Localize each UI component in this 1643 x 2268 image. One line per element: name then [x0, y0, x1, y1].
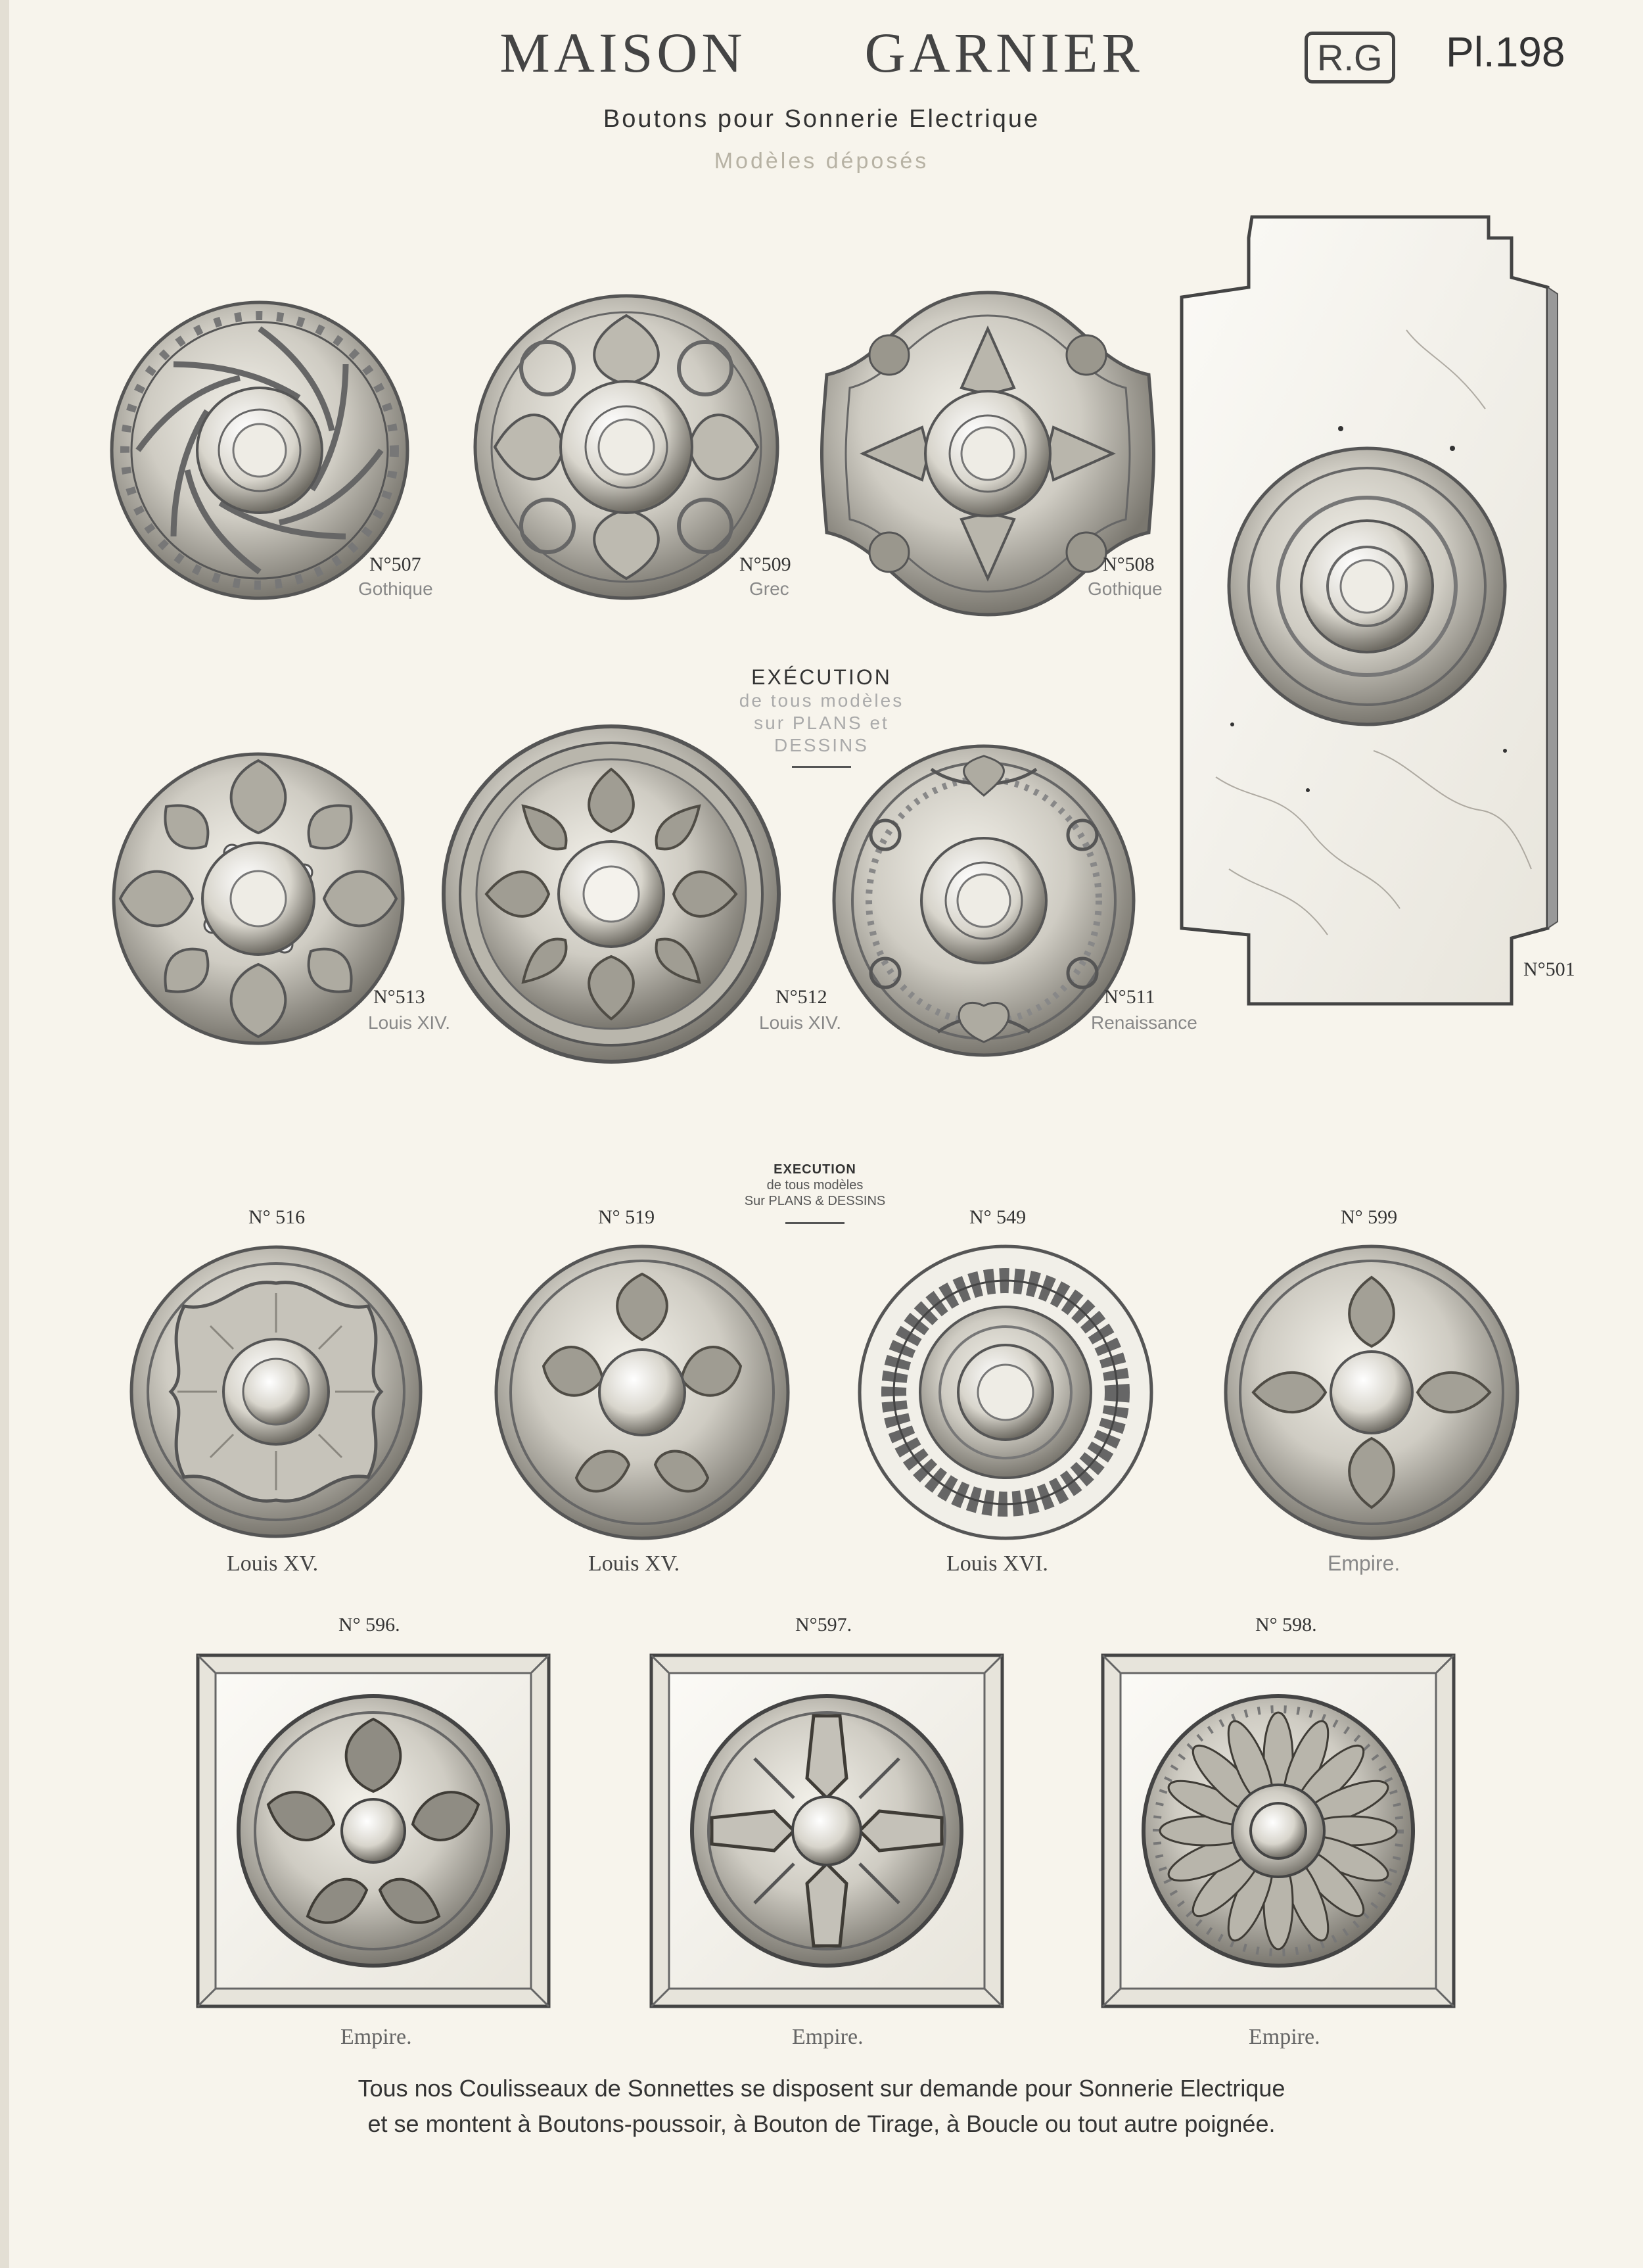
button-516-ornament [130, 1246, 423, 1538]
button-509-ornament [472, 293, 781, 602]
button-519-ornament [494, 1244, 790, 1540]
button-597-square-plate [649, 1653, 1004, 2008]
execution-note-lower-line2: de tous modèles [766, 1178, 864, 1193]
execution-note-upper-line3: sur PLANS et [754, 713, 889, 733]
item-599-number: N° 599 [1341, 1206, 1398, 1228]
item-598-number: N° 598. [1255, 1614, 1317, 1636]
button-507-ornament [108, 299, 411, 602]
item-596-number: N° 596. [338, 1614, 400, 1636]
execution-note-lower [703, 1162, 927, 1224]
item-501-number: N°501 [1523, 958, 1575, 980]
page-spine-shadow [0, 0, 9, 2268]
execution-note-lower-rule [785, 1222, 845, 1224]
item-596-style: Empire. [340, 2025, 412, 2049]
item-509-style: Grec [749, 579, 789, 599]
item-516-number: N° 516 [248, 1206, 306, 1228]
item-511-style: Renaissance [1091, 1012, 1197, 1033]
footer-line-2: et se montent à Boutons-poussoir, à Bouton de Tirage, à Boucle ou tout autre poignée. [367, 2110, 1276, 2137]
button-549-ornament [858, 1244, 1153, 1540]
item-507-style: Gothique [358, 579, 433, 599]
execution-note-lower-line3: Sur PLANS & DESSINS [744, 1194, 886, 1208]
item-519-style: Louis XV. [588, 1551, 680, 1576]
item-519-number: N° 519 [598, 1206, 655, 1228]
button-596-square-plate [196, 1653, 551, 2008]
item-508-number: N°508 [1103, 554, 1155, 575]
item-549-number: N° 549 [969, 1206, 1027, 1228]
page-title [0, 20, 1643, 85]
models-registered-note: Modèles déposés [714, 149, 929, 174]
button-512-ornament [440, 723, 782, 1065]
maker-badge: R.G [1305, 32, 1395, 83]
item-599-style: Empire. [1328, 1551, 1400, 1575]
title-garnier: GARNIER [864, 21, 1144, 84]
item-508-style: Gothique [1088, 579, 1163, 599]
footer-line-1: Tous nos Coulisseaux de Sonnettes se disposent sur demande pour Sonnerie Electrique [358, 2075, 1285, 2102]
plate-number: Pl.198 [1446, 28, 1565, 76]
item-509-number: N°509 [739, 554, 791, 575]
item-513-style: Louis XIV. [368, 1012, 451, 1033]
item-516-style: Louis XV. [227, 1551, 319, 1576]
title-maison: MAISON [499, 21, 747, 84]
execution-note-lower-line1: EXECUTION [774, 1162, 856, 1177]
execution-note-upper-line4: DESSINS [774, 735, 869, 755]
item-513-number: N°513 [373, 986, 425, 1008]
button-513-ornament [110, 751, 406, 1047]
item-512-style: Louis XIV. [759, 1012, 842, 1033]
item-512-number: N°512 [775, 986, 827, 1008]
item-549-style: Louis XVI. [946, 1551, 1048, 1576]
footer-note [0, 2071, 1643, 2142]
page-subtitle: Boutons pour Sonnerie Electrique [603, 105, 1040, 133]
button-598-square-plate [1101, 1653, 1456, 2008]
item-597-style: Empire. [792, 2025, 864, 2049]
item-511-number: N°511 [1104, 986, 1155, 1008]
execution-note-upper-line1: EXÉCUTION [751, 665, 892, 689]
execution-note-upper-line2: de tous modèles [739, 690, 904, 711]
button-599-ornament [1224, 1244, 1519, 1540]
item-597-number: N°597. [795, 1614, 852, 1636]
item-598-style: Empire. [1249, 2025, 1320, 2049]
button-501-marble-plate [1176, 212, 1558, 1014]
button-511-ornament [829, 743, 1138, 1058]
item-507-number: N°507 [369, 554, 421, 575]
